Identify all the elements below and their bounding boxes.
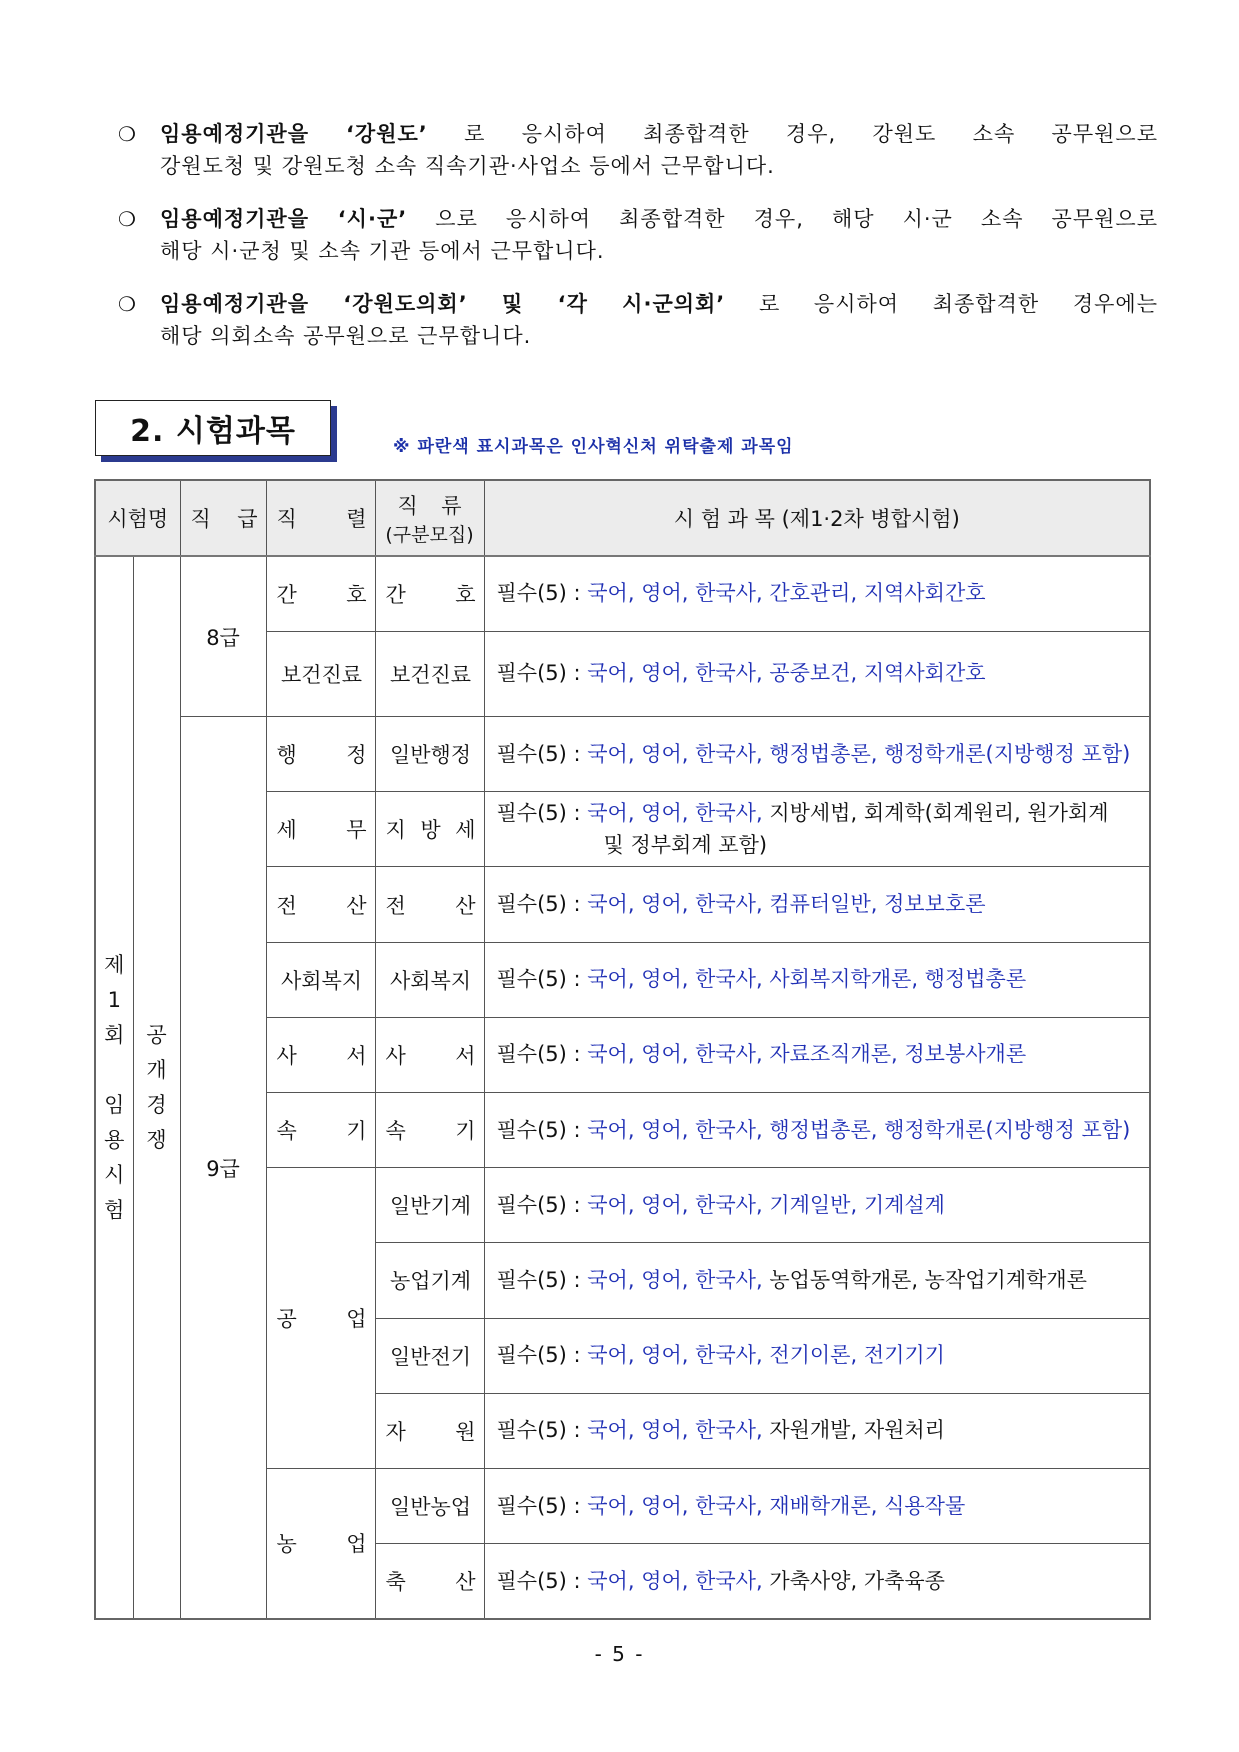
subjects-cell: 필수(5) : 국어, 영어, 한국사, 컴퓨터일반, 정보보호론 (484, 867, 1150, 942)
table-row (95, 717, 1150, 792)
class-cell: 축 산 (375, 1544, 484, 1619)
series-cell: 행 정 (266, 717, 375, 792)
subjects-cell: 필수(5) : 국어, 영어, 한국사, 자료조직개론, 정보봉사개론 (484, 1017, 1150, 1092)
section-note: ※ 파란색 표시과목은 인사혁신처 위탁출제 과목임 (393, 437, 794, 457)
bullet-text-line2: 해당 시·군청 및 소속 기관 등에서 근무합니다. (160, 239, 605, 263)
class-cell: 일반기계 (375, 1168, 484, 1243)
series-cell: 세 무 (266, 792, 375, 867)
series-cell: 보건진료 (266, 631, 375, 716)
exam-name-cell: 제 1 회 임 용 시 험 (95, 556, 133, 1619)
page-number: - 5 - (594, 1642, 645, 1666)
circle-bullet-icon: ❍ (118, 122, 136, 146)
grade-cell: 9급 (180, 717, 266, 1619)
class-cell: 간 호 (375, 556, 484, 631)
bullet-bold-text: 임용예정기관을 ‘강원도의회’ 및 ‘각 시·군의회’ (160, 292, 726, 316)
circle-bullet-icon: ❍ (118, 207, 136, 231)
class-cell: 농업기계 (375, 1243, 484, 1318)
class-cell: 일반농업 (375, 1468, 484, 1543)
series-cell: 전 산 (266, 867, 375, 942)
bullet-text: 로 응시하여 최종합격한 경우, 강원도 소속 공무원으로 (427, 122, 1158, 146)
circle-bullet-icon: ❍ (118, 292, 136, 316)
class-cell: 전 산 (375, 867, 484, 942)
header-grade: 직 급 (180, 480, 266, 556)
subjects-cell: 필수(5) : 국어, 영어, 한국사, 간호관리, 지역사회간호 (484, 556, 1150, 631)
series-cell: 간 호 (266, 556, 375, 631)
series-cell: 사회복지 (266, 942, 375, 1017)
class-cell: 지 방 세 (375, 792, 484, 867)
class-cell: 자 원 (375, 1393, 484, 1468)
bullet-item (118, 118, 1158, 182)
table-row (95, 556, 1150, 631)
class-cell: 속 기 (375, 1092, 484, 1167)
grade-cell: 8급 (180, 556, 266, 717)
class-cell: 사 서 (375, 1017, 484, 1092)
series-cell: 농 업 (266, 1468, 375, 1619)
exam-type-cell: 공 개 경 쟁 (133, 556, 180, 1619)
subjects-cell: 필수(5) : 국어, 영어, 한국사, 사회복지학개론, 행정법총론 (484, 942, 1150, 1017)
bullet-text: 으로 응시하여 최종합격한 경우, 해당 시·군 소속 공무원으로 (407, 207, 1158, 231)
bullet-item (118, 203, 1158, 267)
subjects-cell: 필수(5) : 국어, 영어, 한국사, 공중보건, 지역사회간호 (484, 631, 1150, 716)
section-title: 2. 시험과목 (130, 414, 296, 449)
class-cell: 일반행정 (375, 717, 484, 792)
subjects-cell: 필수(5) : 국어, 영어, 한국사, 행정법총론, 행정학개론(지방행정 포함) (484, 1092, 1150, 1167)
subjects-cell: 필수(5) : 국어, 영어, 한국사, 자원개발, 자원처리 (484, 1393, 1150, 1468)
header-subjects: 시 험 과 목 (제1·2차 병합시험) (484, 480, 1150, 556)
subjects-cell: 필수(5) : 국어, 영어, 한국사, 농업동역학개론, 농작업기계학개론 (484, 1243, 1150, 1318)
subjects-cell: 필수(5) : 국어, 영어, 한국사, 지방세법, 회계학(회계원리, 원가회계 및 정부회계 포함) (484, 792, 1150, 867)
header-exam-name: 시험명 (95, 480, 180, 556)
series-cell: 사 서 (266, 1017, 375, 1092)
bullet-bold-text: 임용예정기관을 ‘시·군’ (160, 207, 408, 231)
series-cell: 속 기 (266, 1092, 375, 1167)
series-cell: 공 업 (266, 1168, 375, 1469)
bullet-list (118, 118, 1158, 373)
class-cell: 사회복지 (375, 942, 484, 1017)
subjects-cell: 필수(5) : 국어, 영어, 한국사, 기계일반, 기계설계 (484, 1168, 1150, 1243)
exam-subjects-table (94, 479, 1151, 1620)
subjects-cell: 필수(5) : 국어, 영어, 한국사, 가축사양, 가축육종 (484, 1544, 1150, 1619)
class-cell: 보건진료 (375, 631, 484, 716)
bullet-text: 로 응시하여 최종합격한 경우에는 (725, 292, 1158, 316)
header-series: 직 렬 (266, 480, 375, 556)
table-header-row (95, 480, 1150, 556)
section-title-box (95, 400, 331, 456)
bullet-bold-text: 임용예정기관을 ‘강원도’ (160, 122, 428, 146)
subjects-cell: 필수(5) : 국어, 영어, 한국사, 행정법총론, 행정학개론(지방행정 포함) (484, 717, 1150, 792)
subjects-cell: 필수(5) : 국어, 영어, 한국사, 전기이론, 전기기기 (484, 1318, 1150, 1393)
header-class: 직 류 (구분모집) (375, 480, 484, 556)
bullet-item (118, 288, 1158, 352)
class-cell: 일반전기 (375, 1318, 484, 1393)
bullet-text-line2: 강원도청 및 강원도청 소속 직속기관·사업소 등에서 근무합니다. (160, 154, 775, 178)
subjects-cell: 필수(5) : 국어, 영어, 한국사, 재배학개론, 식용작물 (484, 1468, 1150, 1543)
bullet-text-line2: 해당 의회소속 공무원으로 근무합니다. (160, 324, 532, 348)
